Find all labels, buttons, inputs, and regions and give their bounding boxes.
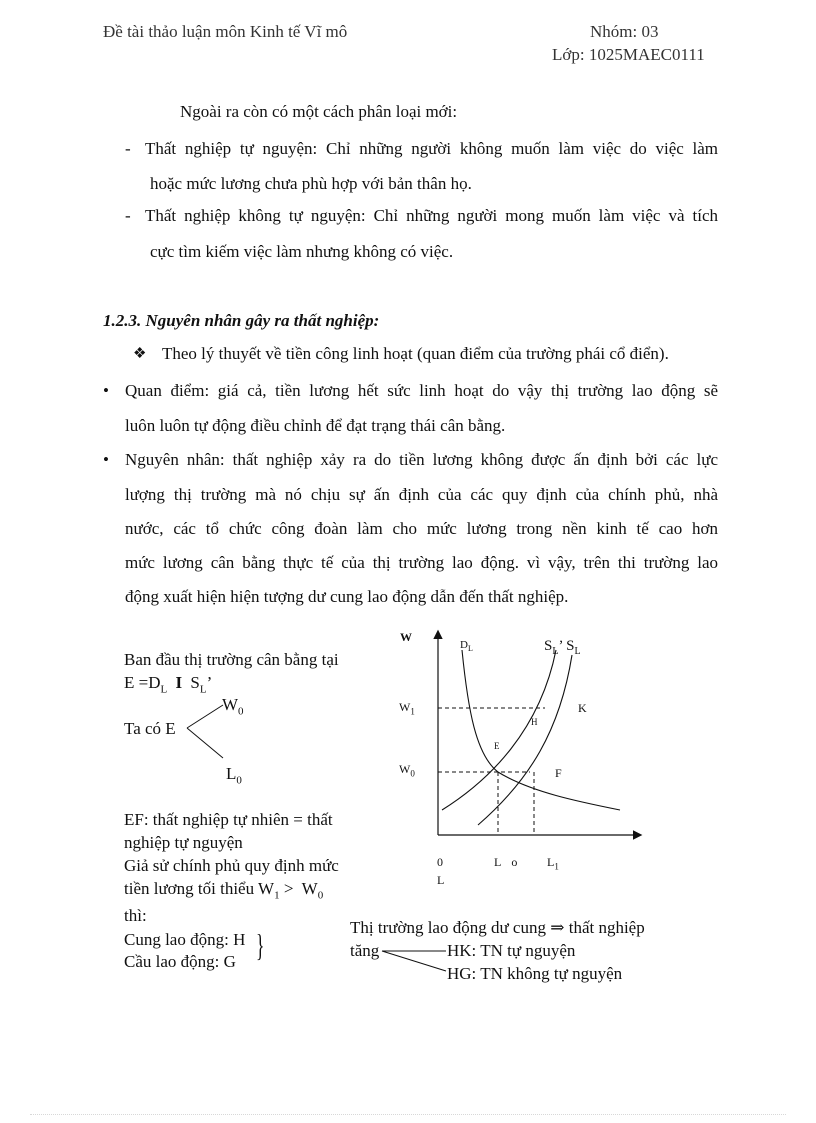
view-line2: luôn luôn tự động điều chỉnh để đạt trạng thái cân bằng. <box>125 416 506 435</box>
header-class: Lớp: 1025MAEC0111 <box>552 45 705 64</box>
page-bottom-divider <box>30 1114 786 1115</box>
axis-l-label: L <box>437 873 445 887</box>
market-branch-lines <box>380 944 450 974</box>
bullet-icon: • <box>103 450 109 469</box>
w0-label: $W_0$ <box>222 695 244 718</box>
header-group: Nhóm: 03 <box>590 22 659 41</box>
gs-line3: thì: <box>124 906 147 925</box>
intro-item-2-line2: cực tìm kiếm việc làm nhưng không có việc. <box>150 242 454 261</box>
equilibrium-line1: Ban đầu thị trường cân bằng tại <box>124 650 339 669</box>
ef-line2: nghiệp tự nguyện <box>124 833 243 852</box>
bullet-icon: • <box>103 381 109 400</box>
header-topic: Đề tài thảo luận môn Kinh tế Vĩ mô <box>103 22 348 41</box>
dl-label: $D_L$ <box>460 639 473 654</box>
demand-curve <box>462 650 620 810</box>
cause-line3: nước, các tổ chức công đoàn làm cho mức lương trong nền kinh tế cao hơn <box>125 519 718 538</box>
cause-line4: mức lương cân bằng thực tế của thị trường lao động. vì vậy, trên thi trường lao <box>125 553 718 572</box>
supply-curve-new <box>442 650 556 810</box>
intro-item-1-line2: hoặc mức lương chưa phù hợp với bản thân họ. <box>150 174 472 193</box>
l0-axis-label: L o <box>494 855 518 869</box>
point-k-label: K <box>578 701 587 715</box>
cause-line1: Nguyên nhân: thất nghiệp xảy ra do tiền lương không được ấn định bởi các lực <box>125 450 718 469</box>
cause-line2: lượng thị trường mà nó chịu sự ấn định của các quy định của chính phủ, nhà <box>125 485 718 504</box>
w1-axis-label: $W_1$ <box>399 700 415 717</box>
brace-icon: } <box>256 927 265 963</box>
sl-label: $S_L$’ $S_L$ <box>544 638 581 657</box>
w0-axis-label: $W_0$ <box>399 762 415 779</box>
demand-label: Cầu lao động: G <box>124 952 236 971</box>
l0-label: $L_0$ <box>226 764 242 787</box>
view-line1: Quan điểm: giá cả, tiền lương hết sức linh hoạt do vậy thị trường lao động sẽ <box>125 381 718 400</box>
origin-label: 0 <box>437 855 443 869</box>
intro-item-1-line1: Thất nghiệp tự nguyện: Chỉ những người không muốn làm việc do việc làm <box>145 139 718 158</box>
cause-line5: động xuất hiện hiện tượng dư cung lao động dẫn đến thất nghiệp. <box>125 587 569 606</box>
list-dash: - <box>125 139 131 158</box>
point-h-label: H <box>531 717 538 727</box>
section-heading: 1.2.3. Nguyên nhân gây ra thất nghiệp: <box>103 311 380 330</box>
axis-w-label: W <box>400 630 412 644</box>
theory-line: Theo lý thuyết về tiền công linh hoạt (quan điểm của trường phái cổ điển). <box>162 344 669 363</box>
point-e-label: E <box>494 741 500 751</box>
hg-label: HG: TN không tự nguyện <box>447 964 623 983</box>
taco-label: Ta có E <box>124 719 176 738</box>
gs-line2: tiền lương tối thiểu $W_1 > W_0$ <box>124 879 324 902</box>
market-line1: Thị trường lao động dư cung ⇒ thất nghiệp <box>350 918 645 937</box>
l1-axis-label: $L_1$ <box>547 855 559 872</box>
intro-line: Ngoài ra còn có một cách phân loại mới: <box>180 102 458 121</box>
list-dash: - <box>125 206 131 225</box>
market-line2: tăng <box>350 941 380 960</box>
supply-label: Cung lao động: H <box>124 930 246 949</box>
labor-market-graph <box>380 620 660 900</box>
point-f-label: F <box>555 766 562 780</box>
hk-label: HK: TN tự nguyện <box>447 941 576 960</box>
ef-line1: EF: thất nghiệp tự nhiên = thất <box>124 810 333 829</box>
intro-item-2-line1: Thất nghiệp không tự nguyện: Chỉ những người mong muốn làm việc và tích <box>145 206 718 225</box>
equilibrium-line2: $E =D_L$ I $S_L$’ <box>124 673 213 696</box>
diamond-icon: ❖ <box>133 346 147 362</box>
supply-curve <box>478 655 572 825</box>
gs-line1: Giả sử chính phủ quy định mức <box>124 856 339 875</box>
